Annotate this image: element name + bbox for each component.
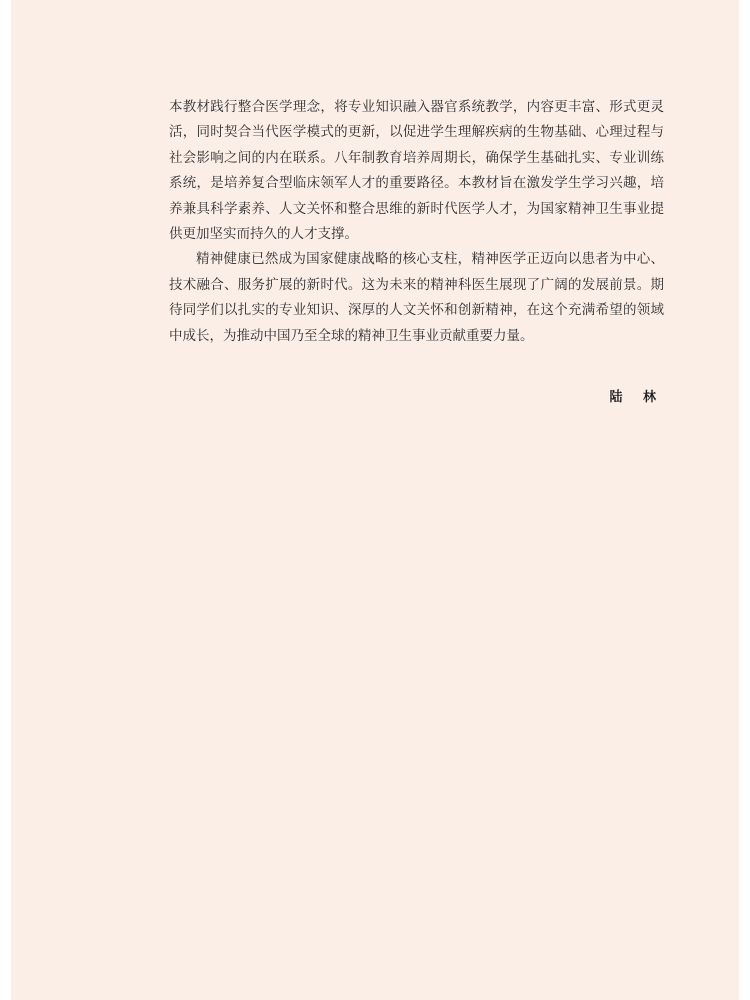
paragraph-1: 本教材践行整合医学理念，将专业知识融入器官系统教学，内容更丰富、形式更灵活，同时契合当代医学模式的更新，以促进学生理解疾病的生物基础、心理过程与社会影响之间的内在联系。八年制教育培养周期长，确保学生基础扎实、专业训练系统，是培养复合型临床领军人才的重要路径。本教材旨在激发学生学习兴趣，培养兼具科学素养、人文关怀和整合思维的新时代医学人才，为国家精神卫生事业提供更加坚实而持久的人才支撑。 — [169, 99, 664, 243]
document-page — [11, 0, 739, 1000]
preface-body — [169, 95, 664, 405]
author-signature: 陆 林 — [609, 390, 664, 405]
paragraph-2: 精神健康已然成为国家健康战略的核心支柱，精神医学正迈向以患者为中心、技术融合、服务扩展的新时代。这为未来的精神科医生展现了广阔的发展前景。期待同学们以扎实的专业知识、深厚的人文关怀和创新精神，在这个充满希望的领域中成长，为推动中国乃至全球的精神卫生事业贡献重要力量。 — [169, 251, 664, 344]
